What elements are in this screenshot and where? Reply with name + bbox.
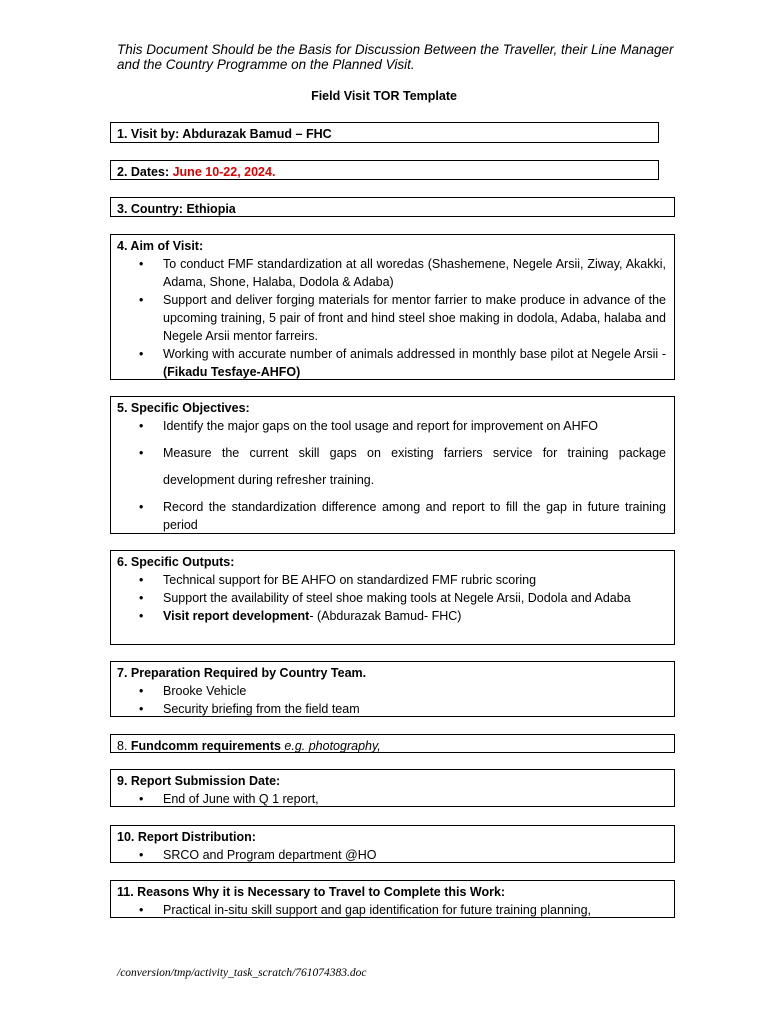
objectives-section	[110, 396, 675, 534]
dates-section	[110, 160, 659, 180]
preparation-item: • Brooke Vehicle	[117, 682, 666, 700]
visit-by-section	[110, 122, 659, 143]
output-item: • Technical support for BE AHFO on standardized FMF rubric scoring	[117, 571, 666, 589]
distribution-section	[110, 825, 675, 863]
preparation-list	[117, 682, 666, 718]
file-path-footer: /conversion/tmp/activity_task_scratch/761074383.doc	[117, 967, 367, 979]
outputs-section	[110, 550, 675, 645]
country-section	[110, 197, 675, 217]
submission-heading: 9. Report Submission Date:	[117, 774, 281, 788]
output-item	[117, 607, 666, 625]
reasons-section	[110, 880, 675, 918]
output-item: • Support the availability of steel shoe making tools at Negele Arsii, Dodola and Adaba	[117, 589, 666, 607]
output-item-bold: Visit report development	[163, 609, 310, 623]
aim-item-owner: (Fikadu Tesfaye-AHFO)	[163, 365, 301, 379]
objectives-heading: 5. Specific Objectives:	[117, 401, 250, 415]
aim-list	[117, 255, 666, 381]
visit-by-text: 1. Visit by: Abdurazak Bamud – FHC	[117, 127, 332, 141]
country-text: 3. Country: Ethiopia	[117, 202, 236, 216]
preparation-section	[110, 661, 675, 717]
preparation-item: • Security briefing from the field team	[117, 700, 666, 718]
objectives-list	[117, 417, 666, 534]
intro-note: This Document Should be the Basis for Discussion Between the Traveller, their Line Manager and the Country Programme on the Planned Visit.	[117, 42, 674, 72]
fundcomm-section	[110, 734, 675, 753]
dates-label: 2. Dates:	[117, 165, 173, 179]
distribution-heading: 10. Report Distribution:	[117, 830, 256, 844]
objective-item: • Record the standardization difference among and report to fill the gap in future training period	[117, 498, 666, 534]
fundcomm-number: 8.	[117, 739, 131, 753]
reasons-item: • Practical in-situ skill support and gap identification for future training planning,	[117, 901, 666, 919]
aim-item: • Support and deliver forging materials for mentor farrier to make produce in advance of the upcoming training, 5 pair of front and hind steel shoe making in dodola, Adaba, halaba and Negele Arsii mentor farreirs.	[117, 291, 666, 345]
distribution-item: • SRCO and Program department @HO	[117, 846, 666, 864]
aim-section	[110, 234, 675, 380]
aim-item: • To conduct FMF standardization at all woredas (Shashemene, Negele Arsii, Ziway, Akakki, Adama, Shone, Halaba, Dodola & Adaba)	[117, 255, 666, 291]
dates-value: June 10-22, 2024.	[172, 165, 276, 179]
fundcomm-example: e.g. photography,	[280, 739, 381, 753]
submission-list	[117, 790, 666, 808]
distribution-list	[117, 846, 666, 864]
reasons-heading: 11. Reasons Why it is Necessary to Travel to Complete this Work:	[117, 885, 506, 899]
submission-section	[110, 769, 675, 807]
document-title: Field Visit TOR Template	[311, 89, 457, 103]
submission-item: • End of June with Q 1 report,	[117, 790, 666, 808]
aim-heading: 4. Aim of Visit:	[117, 239, 204, 253]
outputs-list	[117, 571, 666, 625]
output-item-text: - (Abdurazak Bamud- FHC)	[309, 609, 462, 623]
aim-item-text: Working with accurate number of animals addressed in monthly base pilot at Negele Arsii -	[163, 347, 666, 361]
objective-item: • Identify the major gaps on the tool usage and report for improvement on AHFO	[117, 417, 666, 435]
fundcomm-label: Fundcomm requirements	[130, 739, 281, 753]
outputs-heading: 6. Specific Outputs:	[117, 555, 235, 569]
objective-item: • Measure the current skill gaps on existing farriers service for training package development during refresher training.	[117, 440, 666, 494]
preparation-heading: 7. Preparation Required by Country Team.	[117, 666, 367, 680]
aim-item	[117, 345, 666, 381]
reasons-list	[117, 901, 666, 919]
